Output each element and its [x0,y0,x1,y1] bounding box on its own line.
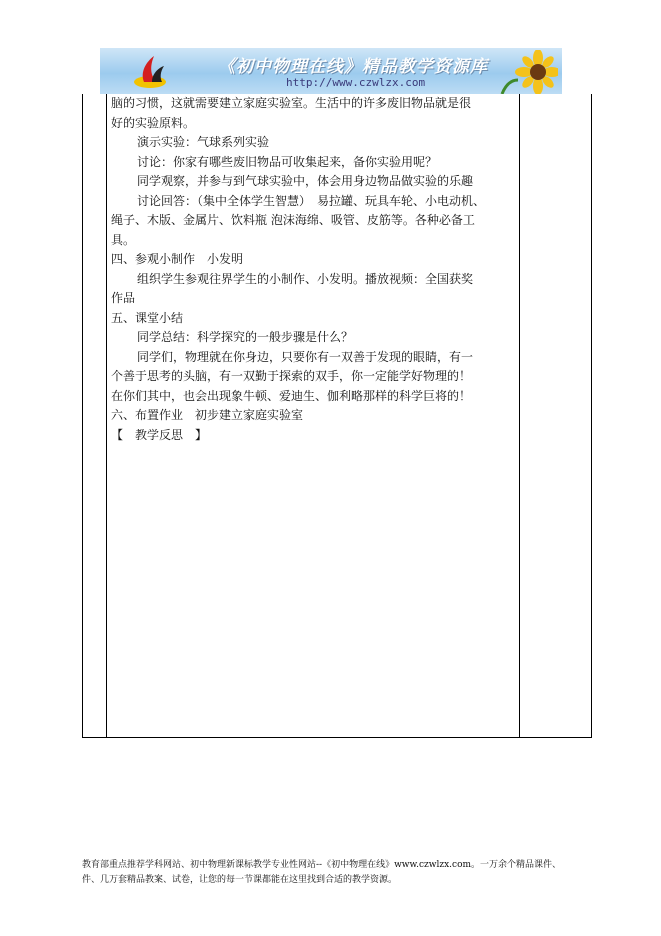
content-line: 演示实验：气球系列实验 [137,135,270,149]
content-line: 同学总结：科学探究的一般步骤是什么？ [137,330,354,344]
content-line: 绳子、木版、金属片、饮料瓶 泡沫海绵、吸管、皮筋等。各种必备工 [111,213,475,227]
footer-line-1: 教育部重点推荐学科网站、初中物理新课标教学专业性网站--《初中物理在线》www.czwlzx.com。一万余个精品课件、 [82,860,562,870]
content-line: 具。 [111,232,136,247]
footer [82,858,598,888]
content-line: 讨论回答：（集中全体学生智慧） 易拉罐、玩具车轮、小电动机、 [137,193,486,208]
content-line: 作品 [111,291,136,305]
banner-title: 《初中物理在线》精品教学资源库 [218,57,488,77]
content-line: 好的实验原料。 [111,115,196,130]
content-line: 同学观察，并参与到气球实验中，体会用身边物品做实验的乐趣 [137,174,474,188]
lesson-content [111,94,515,445]
sunflower-icon [498,50,558,94]
content-line: 【 教学反思 】 [111,427,208,442]
banner-url[interactable]: http://www.czwlzx.com [286,76,426,89]
content-line: 五、课堂小结 [111,310,184,325]
logo-icon [130,52,170,90]
header-banner [100,48,562,94]
footer-line-2: 件、几万套精品教案、试卷，让您的每一节课都能在这里找到合适的教学资源。 [82,875,398,885]
content-line: 在你们其中，也会出现象牛顿、爱迪生、伽利略那样的科学巨将的！ [111,388,472,403]
content-line: 讨论：你家有哪些废旧物品可收集起来，备你实验用呢？ [137,154,438,169]
content-line: 同学们，物理就在你身边，只要你有一双善于发现的眼睛，有一 [137,349,474,364]
content-line: 四、参观小制作 小发明 [111,252,244,266]
content-line: 组织学生参观往界学生的小制作、小发明。播放视频：全国获奖 [137,271,474,286]
content-line: 个善于思考的头脑，有一双勤于探索的双手，你一定能学好物理的！ [111,369,472,383]
content-line: 六、布置作业 初步建立家庭实验室 [111,408,304,422]
content-line: 脑的习惯，这就需要建立家庭实验室。生活中的许多废旧物品就是很 [111,96,472,110]
